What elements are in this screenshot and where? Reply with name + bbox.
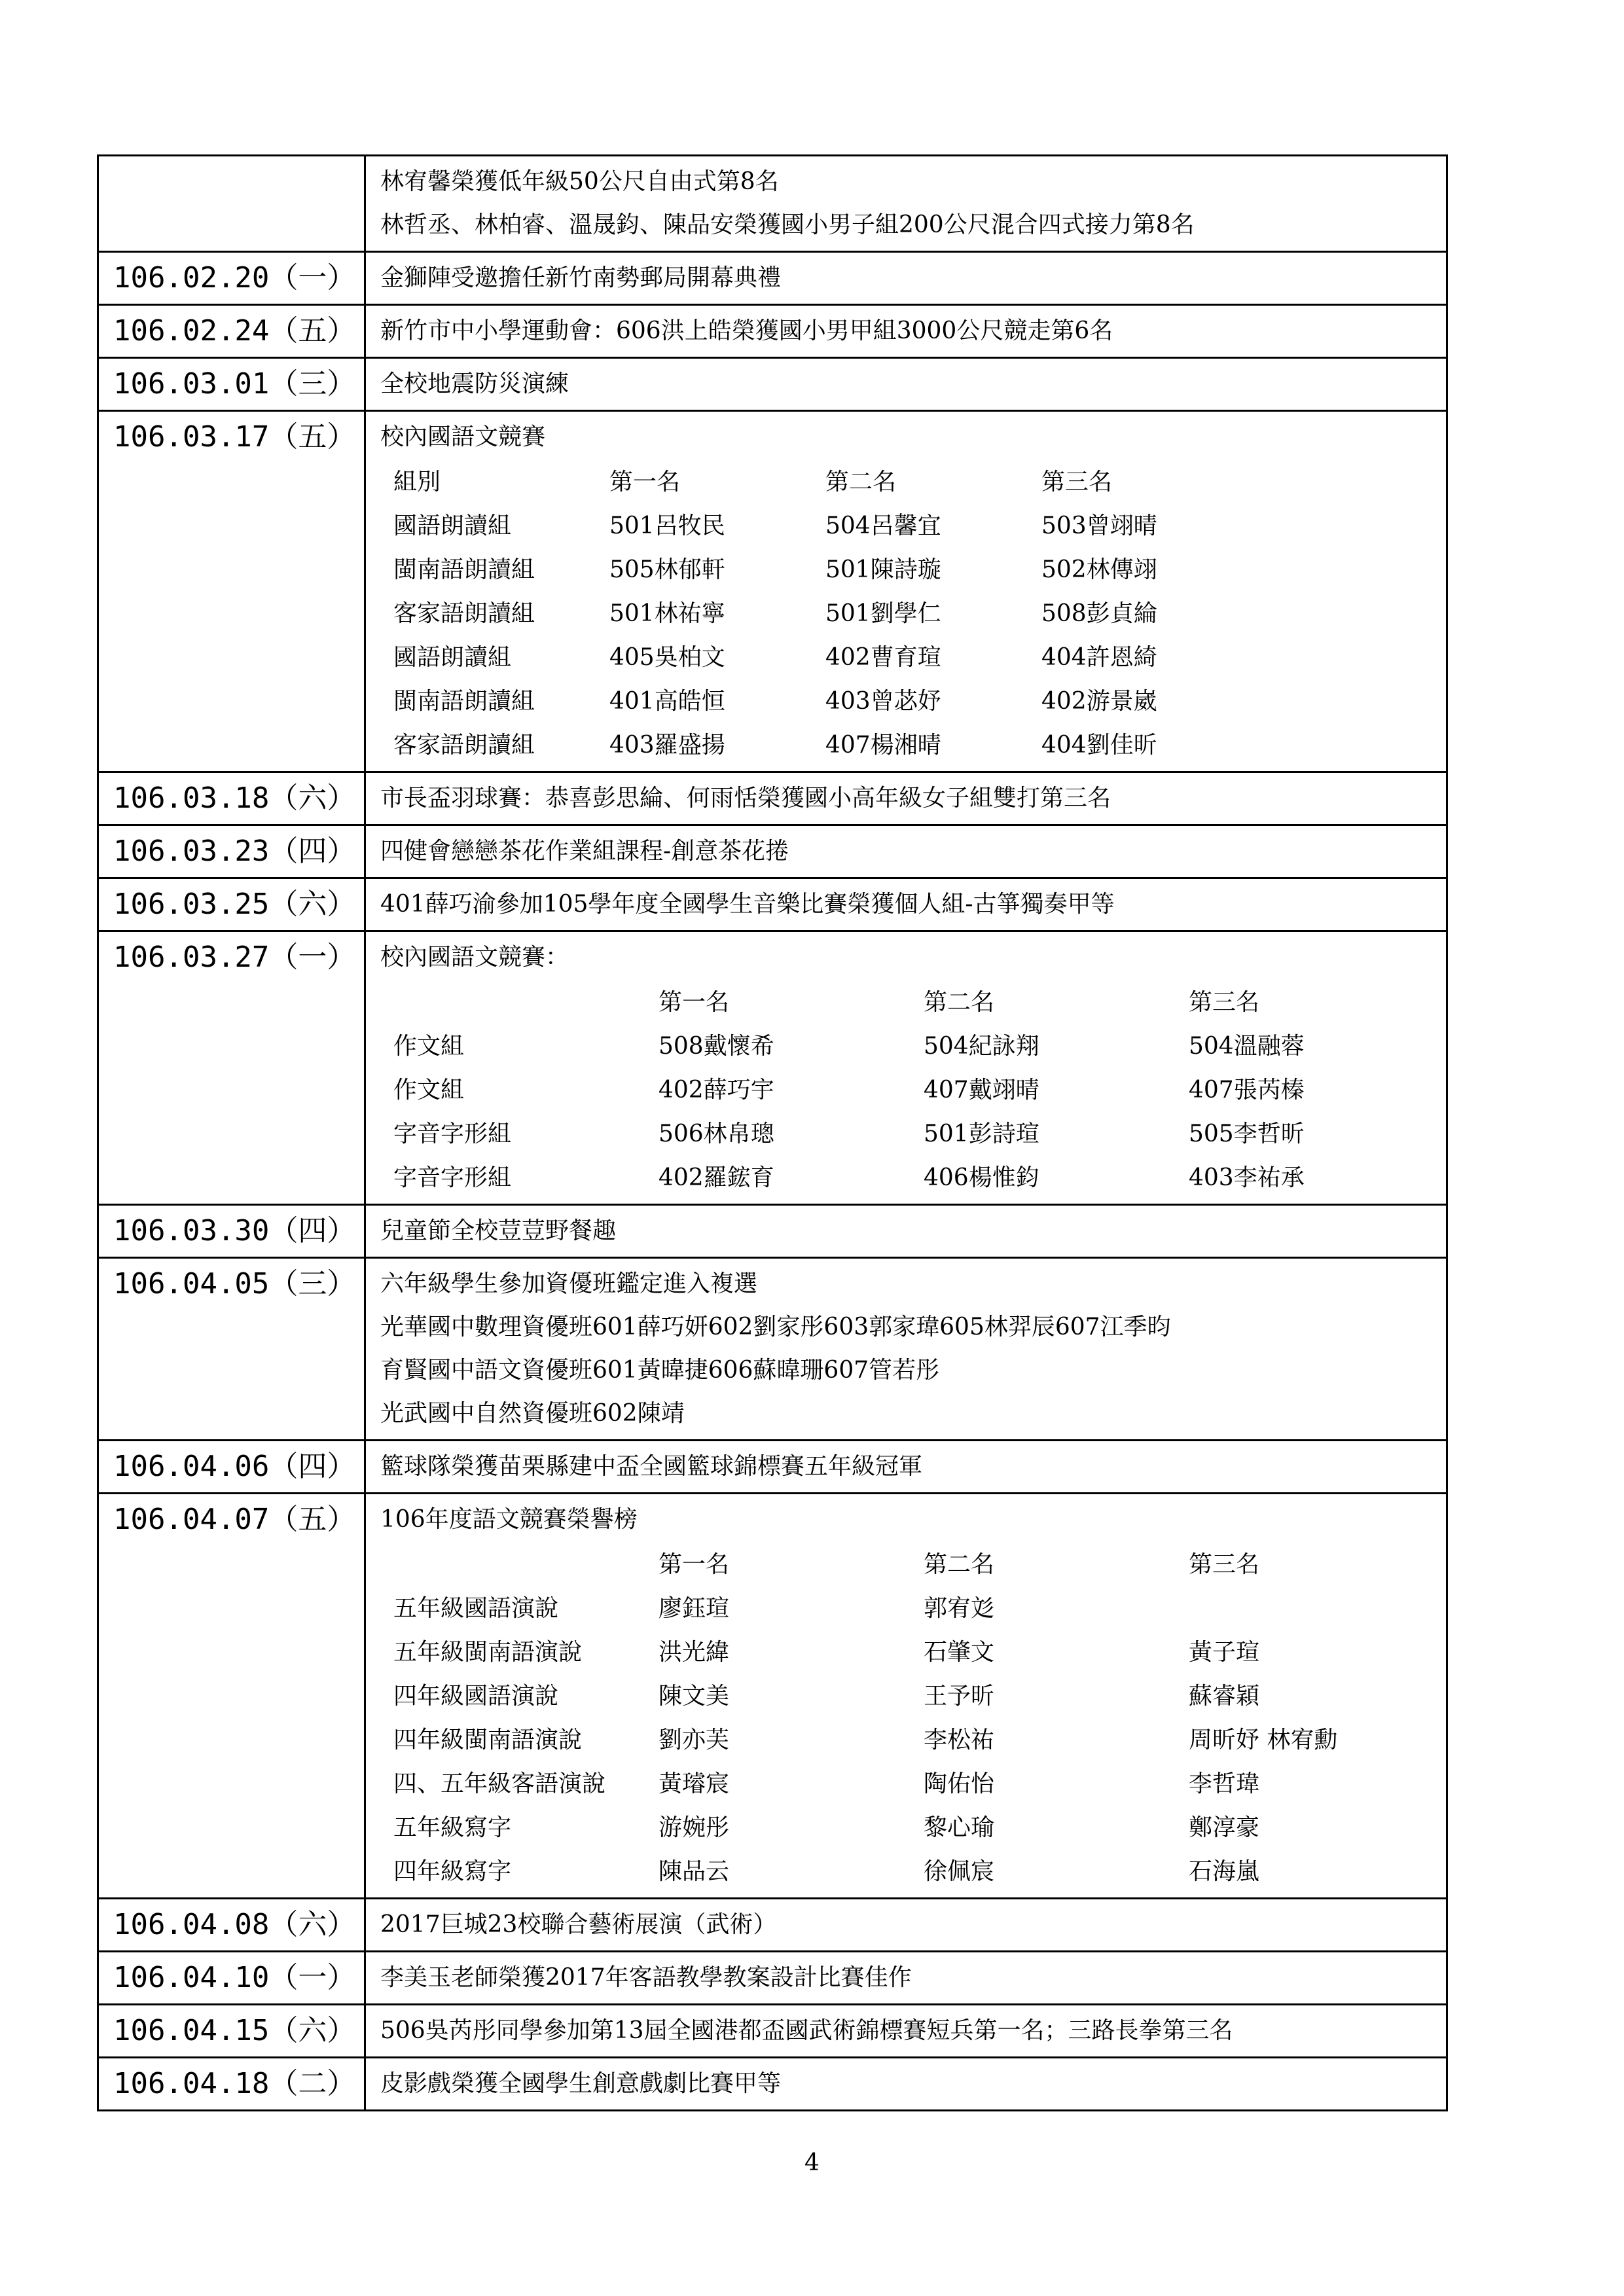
ranking-winner: 402游景崴 <box>1041 688 1157 715</box>
event-date: 106.04.15（六） <box>98 2005 365 2058</box>
event-date: 106.04.18（二） <box>98 2058 365 2111</box>
ranking-winner: 504紀詠翔 <box>924 1033 1039 1060</box>
ranking-winner: 506林帛璁 <box>659 1121 774 1147</box>
ranking-row <box>393 1587 1405 1630</box>
ranking-header-cell: 第一名 <box>659 989 730 1016</box>
ranking-header-row <box>393 460 1172 504</box>
ranking-header-cell: 第二名 <box>924 1551 995 1578</box>
ranking-header-cell: 第三名 <box>1041 469 1113 495</box>
event-text: 校內國語文競賽 <box>380 423 546 450</box>
ranking-winner: 504溫融蓉 <box>1189 1033 1305 1060</box>
ranking-winner: 404劉佳昕 <box>1041 732 1157 759</box>
ranking-winner: 李哲瑋 <box>1189 1770 1260 1797</box>
ranking-winner: 405吳柏文 <box>609 644 725 671</box>
ranking-row <box>393 723 1172 767</box>
event-date: 106.04.05（三） <box>98 1258 365 1441</box>
ranking-winner: 403曾苾妤 <box>825 688 941 715</box>
event-date: 106.04.07（五） <box>98 1494 365 1899</box>
ranking-winner: 406楊惟鈞 <box>924 1164 1039 1191</box>
event-text: 育賢國中語文資優班601黃暐捷606蘇暐珊607管若彤 <box>380 1357 940 1384</box>
event-text: 校內國語文競賽： <box>380 944 569 971</box>
event-text: 李美玉老師榮獲2017年客語教學教案設計比賽佳作 <box>380 1964 912 1991</box>
event-row <box>98 2058 1447 2111</box>
page-number: 4 <box>804 2149 820 2176</box>
event-row <box>98 772 1447 825</box>
ranking-category: 四、五年級客語演說 <box>393 1770 606 1797</box>
ranking-category: 閩南語朗讀組 <box>393 556 535 583</box>
event-text: 林哲丞、林柏睿、溫晟鈞、陳品安榮獲國小男子組200公尺混合四式接力第8名 <box>380 211 1195 238</box>
ranking-category: 四年級閩南語演說 <box>393 1727 583 1753</box>
ranking-winner: 508彭貞綸 <box>1041 600 1157 627</box>
event-row <box>98 878 1447 931</box>
event-date: 106.02.20（一） <box>98 252 365 305</box>
event-text: 光武國中自然資優班602陳靖 <box>380 1400 685 1427</box>
event-text: 506吳芮彤同學參加第13屆全國港都盃國武術錦標賽短兵第一名；三路長拳第三名 <box>380 2017 1233 2044</box>
event-content <box>365 2058 1447 2111</box>
ranking-winner: 503曾翊晴 <box>1041 512 1157 539</box>
ranking-winner: 501呂牧民 <box>609 512 725 539</box>
ranking-winner: 蘇睿穎 <box>1189 1683 1260 1710</box>
ranking-winner: 劉亦芙 <box>659 1727 730 1753</box>
ranking-table <box>393 980 1385 1200</box>
event-content <box>365 931 1447 1205</box>
ranking-row <box>393 1068 1385 1112</box>
ranking-row <box>393 1674 1405 1718</box>
event-text: 2017巨城23校聯合藝術展演（武術） <box>380 1911 777 1938</box>
ranking-winner <box>1189 1587 1405 1630</box>
ranking-header-row <box>393 980 1385 1024</box>
ranking-header-cell: 第二名 <box>825 469 897 495</box>
ranking-header-cell: 第一名 <box>659 1551 730 1578</box>
event-text: 六年級學生參加資優班鑑定進入複選 <box>380 1270 758 1297</box>
ranking-winner: 石肇文 <box>924 1639 995 1666</box>
event-text: 籃球隊榮獲苗栗縣建中盃全國籃球錦標賽五年級冠軍 <box>380 1453 923 1480</box>
event-content <box>365 156 1447 252</box>
ranking-table <box>393 460 1172 767</box>
event-text: 兒童節全校荳荳野餐趣 <box>380 1217 617 1244</box>
event-text: 全校地震防災演練 <box>380 370 569 397</box>
ranking-row <box>393 1024 1385 1068</box>
ranking-winner: 洪光緯 <box>659 1639 730 1666</box>
ranking-winner: 501彭詩瑄 <box>924 1121 1039 1147</box>
ranking-winner: 402羅鋐育 <box>659 1164 774 1191</box>
event-content <box>365 1899 1447 1952</box>
ranking-category: 作文組 <box>393 1033 465 1060</box>
ranking-winner: 陳文美 <box>659 1683 730 1710</box>
ranking-header-cell <box>393 1543 659 1587</box>
ranking-category: 四年級國語演說 <box>393 1683 559 1710</box>
ranking-row <box>393 636 1172 679</box>
ranking-header-cell: 第三名 <box>1189 1551 1260 1578</box>
ranking-category: 五年級國語演說 <box>393 1595 559 1622</box>
event-row <box>98 1494 1447 1899</box>
ranking-table <box>393 1543 1405 1893</box>
events-table <box>97 154 1448 2111</box>
event-content <box>365 2005 1447 2058</box>
ranking-winner: 404許恩綺 <box>1041 644 1157 671</box>
event-row <box>98 1899 1447 1952</box>
ranking-row <box>393 1762 1405 1806</box>
event-row <box>98 305 1447 358</box>
event-date: 106.04.06（四） <box>98 1441 365 1494</box>
event-content <box>365 1494 1447 1899</box>
event-row <box>98 931 1447 1205</box>
ranking-winner: 石海嵐 <box>1189 1858 1260 1885</box>
event-row <box>98 252 1447 305</box>
event-text: 401薛巧渝參加105學年度全國學生音樂比賽榮獲個人組-古箏獨奏甲等 <box>380 891 1115 918</box>
event-content <box>365 252 1447 305</box>
event-row <box>98 1952 1447 2005</box>
ranking-winner: 402曹育瑄 <box>825 644 941 671</box>
event-date: 106.03.25（六） <box>98 878 365 931</box>
event-row <box>98 156 1447 252</box>
ranking-winner: 508戴懷希 <box>659 1033 774 1060</box>
ranking-winner: 501陳詩璇 <box>825 556 941 583</box>
ranking-row <box>393 679 1172 723</box>
event-row <box>98 825 1447 878</box>
ranking-winner: 402薛巧宇 <box>659 1077 774 1103</box>
event-text: 新竹市中小學運動會：606洪上皓榮獲國小男甲組3000公尺競走第6名 <box>380 317 1113 344</box>
event-date: 106.03.30（四） <box>98 1205 365 1258</box>
ranking-winner: 李松祐 <box>924 1727 995 1753</box>
ranking-winner: 403李祐承 <box>1189 1164 1305 1191</box>
ranking-header-cell: 第三名 <box>1189 989 1260 1016</box>
ranking-winner: 407楊湘晴 <box>825 732 941 759</box>
event-text: 市長盃羽球賽：恭喜彭思綸、何雨恬榮獲國小高年級女子組雙打第三名 <box>380 785 1111 812</box>
event-row <box>98 1441 1447 1494</box>
event-content <box>365 878 1447 931</box>
event-content <box>365 411 1447 772</box>
ranking-category: 作文組 <box>393 1077 465 1103</box>
ranking-header-cell <box>393 980 659 1024</box>
ranking-header-cell: 第二名 <box>924 989 995 1016</box>
ranking-winner: 王予昕 <box>924 1683 995 1710</box>
ranking-category: 國語朗讀組 <box>393 644 512 671</box>
ranking-row <box>393 1850 1405 1893</box>
event-content <box>365 1441 1447 1494</box>
event-content <box>365 1205 1447 1258</box>
ranking-row <box>393 1630 1405 1674</box>
event-content <box>365 772 1447 825</box>
ranking-row <box>393 592 1172 636</box>
ranking-category: 國語朗讀組 <box>393 512 512 539</box>
event-date: 106.04.08（六） <box>98 1899 365 1952</box>
ranking-category: 四年級寫字 <box>393 1858 512 1885</box>
ranking-winner: 黎心瑜 <box>924 1814 995 1841</box>
ranking-category: 字音字形組 <box>393 1121 512 1147</box>
event-content <box>365 1952 1447 2005</box>
event-content <box>365 305 1447 358</box>
event-date: 106.03.01（三） <box>98 358 365 411</box>
event-text: 皮影戲榮獲全國學生創意戲劇比賽甲等 <box>380 2070 782 2097</box>
ranking-winner: 陶佑怡 <box>924 1770 995 1797</box>
event-row <box>98 411 1447 772</box>
ranking-row <box>393 1156 1385 1200</box>
event-text: 林宥馨榮獲低年級50公尺自由式第8名 <box>380 168 779 195</box>
ranking-header-cell: 組別 <box>393 469 441 495</box>
event-row <box>98 1205 1447 1258</box>
ranking-row <box>393 504 1172 548</box>
ranking-winner: 505李哲昕 <box>1189 1121 1305 1147</box>
event-date: 106.03.17（五） <box>98 411 365 772</box>
ranking-category: 字音字形組 <box>393 1164 512 1191</box>
ranking-winner: 501林祐寧 <box>609 600 725 627</box>
event-date: 106.03.18（六） <box>98 772 365 825</box>
ranking-winner: 徐佩宸 <box>924 1858 995 1885</box>
ranking-winner: 407張芮榛 <box>1189 1077 1305 1103</box>
ranking-winner: 游婉彤 <box>659 1814 730 1841</box>
ranking-winner: 502林傳翊 <box>1041 556 1157 583</box>
event-text: 光華國中數理資優班601薛巧妍602劉家彤603郭家瑋605林羿辰607江季昀 <box>380 1314 1171 1340</box>
event-content <box>365 1258 1447 1441</box>
ranking-row <box>393 548 1172 592</box>
event-date <box>98 156 365 252</box>
event-date: 106.04.10（一） <box>98 1952 365 2005</box>
ranking-row <box>393 1112 1385 1156</box>
ranking-category: 閩南語朗讀組 <box>393 688 535 715</box>
ranking-winner: 陳品云 <box>659 1858 730 1885</box>
ranking-row <box>393 1806 1405 1850</box>
ranking-category: 五年級寫字 <box>393 1814 512 1841</box>
event-row <box>98 2005 1447 2058</box>
ranking-row <box>393 1718 1405 1762</box>
event-date: 106.03.27（一） <box>98 931 365 1205</box>
event-text: 四健會戀戀茶花作業組課程-創意茶花捲 <box>380 838 789 865</box>
ranking-category: 五年級閩南語演說 <box>393 1639 583 1666</box>
event-row <box>98 358 1447 411</box>
ranking-winner: 501劉學仁 <box>825 600 941 627</box>
ranking-winner: 廖鈺瑄 <box>659 1595 730 1622</box>
ranking-winner: 403羅盛揚 <box>609 732 725 759</box>
event-content <box>365 358 1447 411</box>
event-row <box>98 1258 1447 1441</box>
event-text: 金獅陣受邀擔任新竹南勢郵局開幕典禮 <box>380 264 782 291</box>
ranking-category: 客家語朗讀組 <box>393 600 535 627</box>
ranking-winner: 407戴翊晴 <box>924 1077 1039 1103</box>
ranking-winner: 黃璿宸 <box>659 1770 730 1797</box>
ranking-winner: 周昕妤 林宥勳 <box>1189 1727 1338 1753</box>
ranking-header-row <box>393 1543 1405 1587</box>
ranking-winner: 401高皓恒 <box>609 688 725 715</box>
ranking-winner: 黃子瑄 <box>1189 1639 1260 1666</box>
ranking-winner: 鄭淳豪 <box>1189 1814 1260 1841</box>
event-text: 106年度語文競賽榮譽榜 <box>380 1506 638 1533</box>
event-content <box>365 825 1447 878</box>
event-date: 106.02.24（五） <box>98 305 365 358</box>
ranking-winner: 505林郁軒 <box>609 556 725 583</box>
ranking-category: 客家語朗讀組 <box>393 732 535 759</box>
ranking-winner: 504呂馨宜 <box>825 512 941 539</box>
ranking-winner: 郭宥彣 <box>924 1595 995 1622</box>
ranking-header-cell: 第一名 <box>609 469 681 495</box>
event-date: 106.03.23（四） <box>98 825 365 878</box>
